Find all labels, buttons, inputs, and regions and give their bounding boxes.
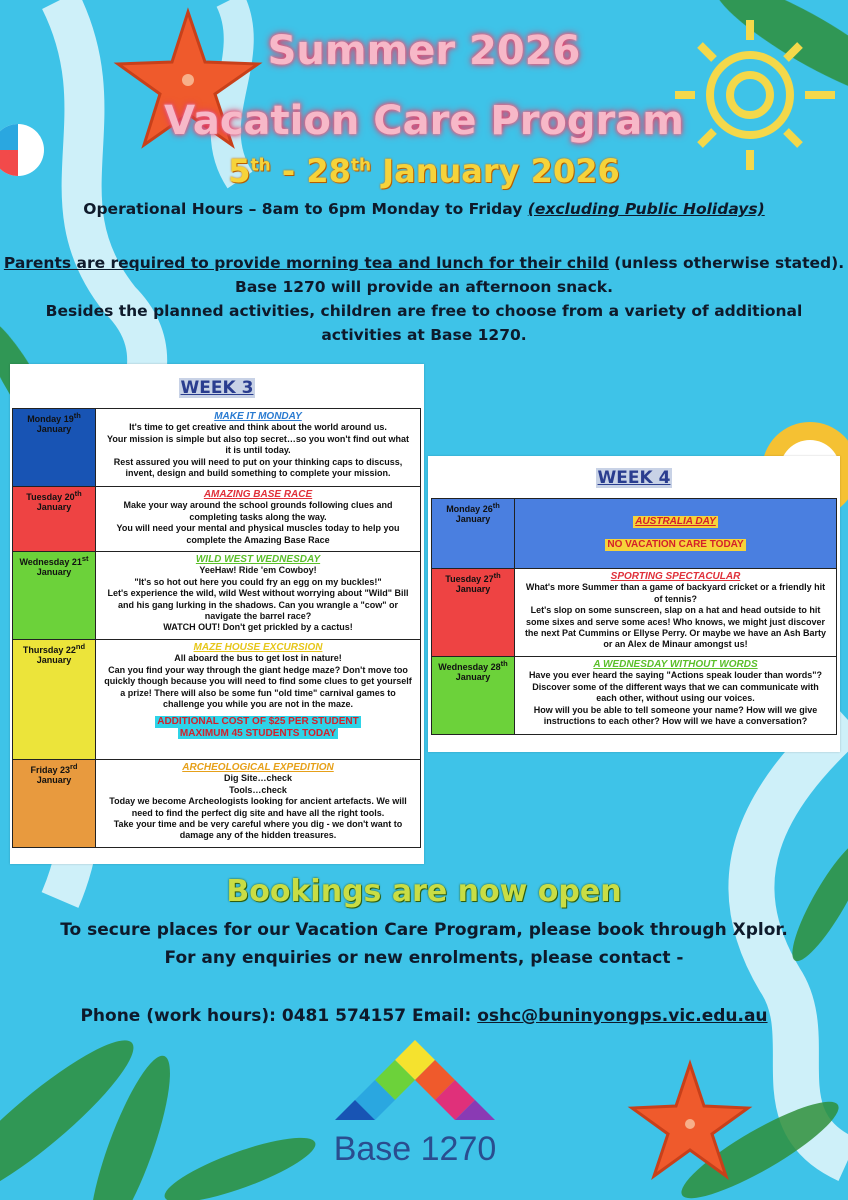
email-link[interactable]: oshc@buninyongps.vic.edu.au (477, 1006, 768, 1026)
table-row (13, 760, 421, 848)
program-dates: 5th - 28th January 2026 (228, 152, 620, 190)
week3-table (12, 408, 421, 848)
week4-title: WEEK 4 (597, 468, 671, 488)
week4-table (431, 498, 837, 735)
activity-cell: WILD WEST WEDNESDAY YeeHaw! Ride 'em Cowboy! "It's so hot out here you could fry an egg on my buckles!" Let's experience the wild, wild West without worrying about "Wild" Bill and his gang lurking in the shadows. Can you wrangle a "cow" or navigate the barrel race? WATCH OUT! Don't get prickled by a cactus! (96, 552, 421, 640)
day-cell: Monday 19th January (13, 409, 96, 487)
week3-title: WEEK 3 (180, 378, 254, 398)
activity-cell: AMAZING BASE RACE Make your way around the school grounds following clues and completing tasks along the way. You will need your mental and physical muscles today to help you complete the Amazing Base Race (96, 487, 421, 552)
snack-note: Base 1270 will provide an afternoon snack. (235, 278, 613, 296)
bookings-heading: Bookings are now open (226, 874, 622, 909)
week3-panel (10, 364, 424, 864)
page-subtitle: Vacation Care Program (164, 98, 684, 144)
table-row (13, 552, 421, 640)
parents-note: Parents are required to provide morning tea and lunch for their child (unless otherwise stated). (3, 254, 845, 272)
enquiries-note: For any enquiries or new enrolments, please contact - (164, 948, 684, 968)
activity-cell: MAZE HOUSE EXCURSION All aboard the bus to get lost in nature! Can you find your way through the giant hedge maze? Don't move too quickly though because you will need to find some clues to get yourself a prize! There will also be some fun "old time" carnival games to challenge you while you are not in the maze. ADDITIONAL COST OF $25 PER STUDENT MAXIMUM 45 STUDENTS TODAY (96, 640, 421, 760)
booking-instructions: To secure places for our Vacation Care Program, please book through Xplor. (60, 920, 788, 940)
activity-cell: SPORTING SPECTACULAR What's more Summer than a game of backyard cricket or a friendly hit of tennis? Let's slop on some sunscreen, slap on a hat and head outside to hit some sixes and serve some aces! Who knows, we might just discover the next Pat Cummins or Ellyse Perry. Or maybe we have an Ash Barty or an Alex de Minaur amongst us! (515, 569, 837, 657)
cost-badge: ADDITIONAL COST OF $25 PER STUDENT (157, 716, 359, 728)
logo-chevron-icon (320, 1040, 510, 1130)
activities-note: Besides the planned activities, children are free to choose from a variety of additional activities at Base 1270. (45, 302, 803, 344)
table-row (13, 640, 421, 760)
max-badge: MAXIMUM 45 STUDENTS TODAY (179, 727, 337, 739)
day-cell: Tuesday 20th January (13, 487, 96, 552)
no-care-badge: NO VACATION CARE TODAY (607, 539, 744, 551)
day-cell: Monday 26th January (432, 499, 515, 569)
contact-details: Phone (work hours): 0481 574157 Email: oshc@buninyongps.vic.edu.au (80, 1006, 768, 1026)
day-cell: Tuesday 27th January (432, 569, 515, 657)
base1270-logo (320, 1040, 510, 1170)
table-row (13, 409, 421, 487)
week4-panel (428, 456, 840, 752)
activity-cell: MAKE IT MONDAY It's time to get creative and think about the world around us. Your mission is simple but also top secret…so you won't find out what it is until today. Rest assured you will need to put on your thinking caps to discuss, invent, design and build something to complete your mission. (96, 409, 421, 487)
page-title: Summer 2026 (267, 28, 581, 74)
day-cell: Friday 23rd January (13, 760, 96, 848)
day-cell: Thursday 22nd January (13, 640, 96, 760)
day-cell: Wednesday 28th January (432, 657, 515, 735)
table-row (432, 657, 837, 735)
logo-text: Base 1270 (333, 1130, 497, 1168)
operational-hours: Operational Hours – 8am to 6pm Monday to Friday (excluding Public Holidays) (83, 200, 765, 218)
table-row (13, 487, 421, 552)
activity-cell: A WEDNESDAY WITHOUT WORDS Have you ever heard the saying "Actions speak louder than words"? Discover some of the different ways that we can communicate with each other, without using our voices. How will you be able to tell someone your name? How will we give instructions to each other? How will we have a conversation? (515, 657, 837, 735)
activity-cell: AUSTRALIA DAY NO VACATION CARE TODAY (515, 499, 837, 569)
day-cell: Wednesday 21st January (13, 552, 96, 640)
table-row (432, 569, 837, 657)
table-row (432, 499, 837, 569)
activity-cell: ARCHEOLOGICAL EXPEDITION Dig Site…check Tools…check Today we become Archeologists looking for ancient artefacts. We will need to find the perfect dig site and have all the right tools. Take your time and be very careful where you dig - we don't want to damage any of the hidden treasures. (96, 760, 421, 848)
